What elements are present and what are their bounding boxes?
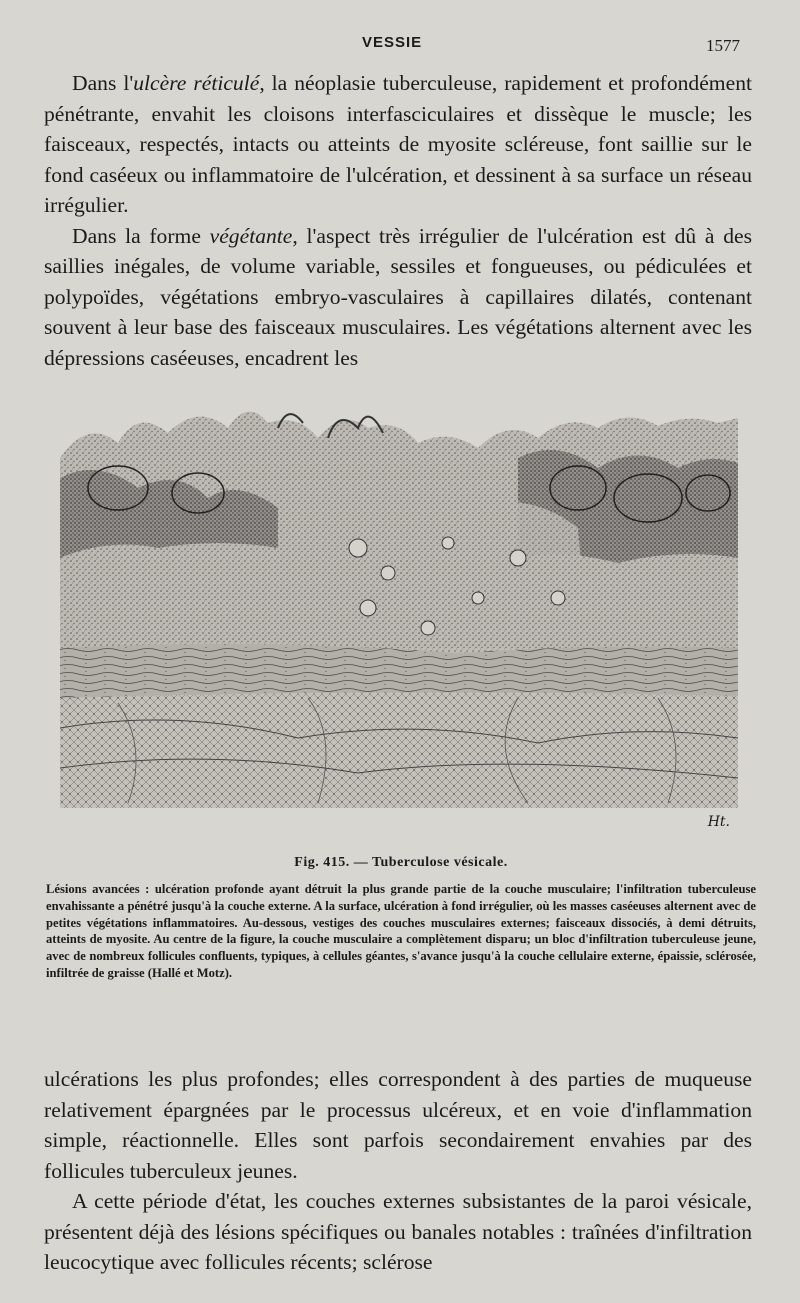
top-text-block xyxy=(44,68,752,373)
caption-body: Lésions avancées : ulcération profonde ayant détruit la plus grande partie de la couche musculaire; l'infiltration tuberculeuse envahissante a pénétré jusqu'à la couche externe. A la surface, ulcération à fond irrégulier, où les masses caséeuses alternent avec de petites végétations inflammatoires. Au-dessous, vestiges des couches musculaires externes; faisceaux dissociés, à demi détruits, atteints de myosite. Au centre de la figure, la couche musculaire a complètement disparu; un bloc d'infiltration tuberculeuse jeune, avec de nombreux follicules confluents, typiques, à cellules géantes, s'avance jusqu'à la couche cellulaire externe, épaissie, sclérosée, infiltrée de graisse (Hallé et Motz). xyxy=(46,882,756,980)
running-head: VESSIE xyxy=(362,34,423,51)
paragraph: A cette période d'état, les couches externes subsistantes de la paroi vésicale, présentent déjà des lésions spécifiques ou banales notables : traînées d'infiltration leucocytique avec follicules récents; sclérose xyxy=(44,1189,752,1274)
paragraph xyxy=(44,68,752,221)
histology-illustration xyxy=(58,398,740,838)
paragraph-text: Dans la forme xyxy=(72,223,210,248)
muscular-layer xyxy=(60,644,738,808)
paragraph: ulcérations les plus profondes; elles correspondent à des parties de muqueuse relativement épargnées par le processus ulcéreux, et en voie d'inflammation simple, réactionnelle. Elles sont parfois secondairement envahies par des follicules tuberculeux jeunes. xyxy=(44,1067,752,1183)
tuberculous-infiltration-block xyxy=(318,493,588,658)
emphasis-term: ulcère réticulé xyxy=(133,71,260,95)
paragraph-text: Dans l' xyxy=(72,71,134,95)
histology-figure xyxy=(58,398,740,838)
paragraph-text: , la néoplasie tuberculeuse, rapidement et profondément pénétrante, envahit les cloisons interfasciculaires et dissèque le muscle; les faisceaux, respectés, intacts ou atteints de myosite scléreuse, font saillie sur le fond caséeux ou inflammatoire de l'ulcération, et dessinent à sa surface un réseau irrégulier. xyxy=(44,71,752,217)
emphasis-term: végétante xyxy=(209,223,293,248)
page-header xyxy=(0,34,800,56)
paragraph-text: , l'aspect très irrégulier de l'ulcération est dû à des saillies inégales, de volume variable, sessiles et fongueuses, ou pédiculées et polypoïdes, végétations embryo-vasculaires à capillaires dilatés, contenant souvent à leur base des faisceaux musculaires. Les végétations alternent avec les dépressions caséeuses, encadrent les xyxy=(44,223,752,370)
paragraph xyxy=(44,221,752,374)
bottom-text-block xyxy=(44,1064,752,1278)
figure-caption xyxy=(46,855,756,982)
illustrator-signature: Ht. xyxy=(707,814,730,830)
page-number: 1577 xyxy=(706,36,740,55)
figure-title: Fig. 415. — Tuberculose vésicale. xyxy=(294,855,508,870)
